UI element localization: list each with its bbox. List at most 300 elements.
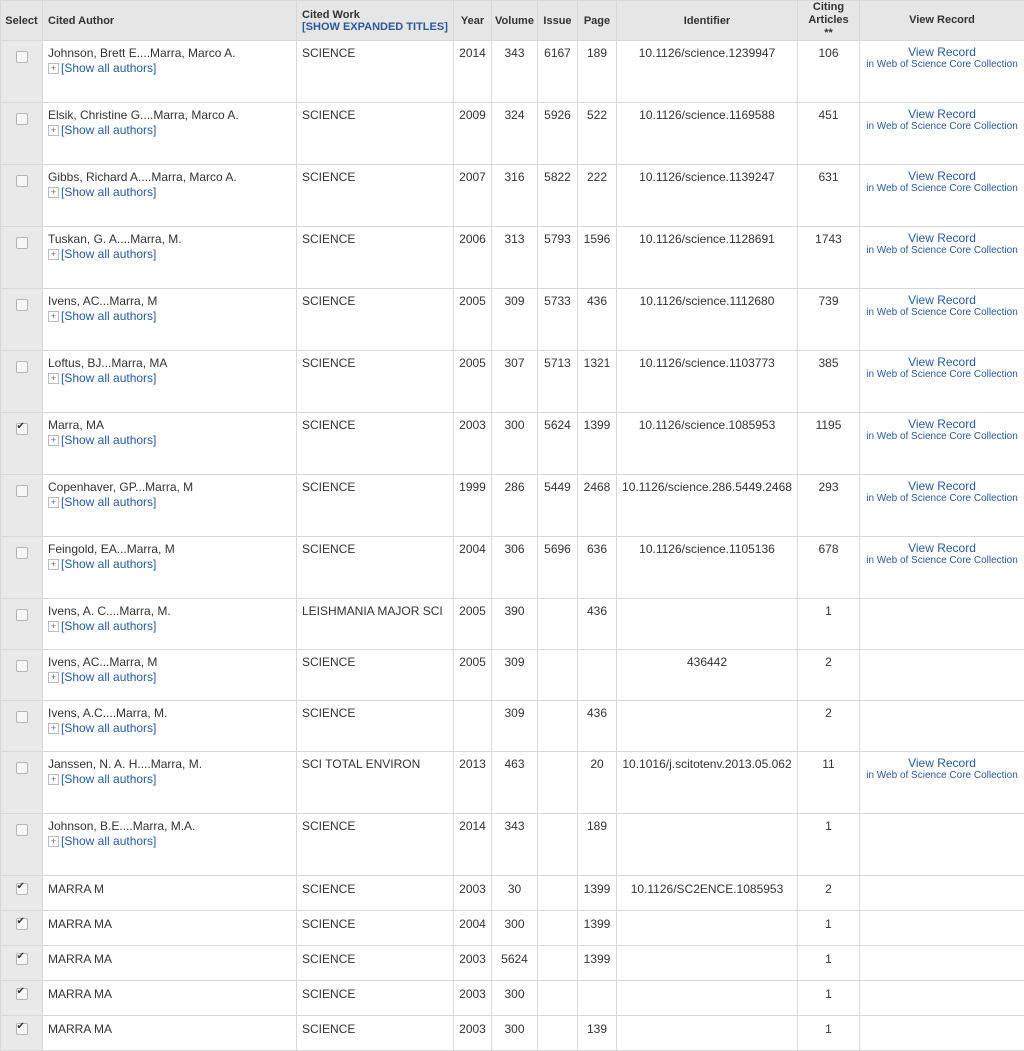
- cited-author-cell: [43, 227, 297, 289]
- show-all-authors-link[interactable]: [48, 185, 292, 199]
- table-row: [1, 475, 1024, 537]
- select-cell: [1, 103, 43, 165]
- page: 436: [578, 701, 617, 752]
- page: [578, 981, 617, 1016]
- expand-plus-icon[interactable]: +: [48, 125, 59, 136]
- show-all-authors-label[interactable]: [Show all authors]: [61, 772, 156, 786]
- page: [578, 650, 617, 701]
- select-cell: [1, 227, 43, 289]
- view-record-link[interactable]: View Record: [860, 46, 1024, 58]
- citing-articles-count[interactable]: 2: [798, 876, 860, 911]
- select-checkbox[interactable]: [16, 883, 28, 895]
- select-checkbox[interactable]: [16, 762, 28, 774]
- select-cell: [1, 814, 43, 876]
- show-all-authors-label[interactable]: [Show all authors]: [61, 834, 156, 848]
- identifier: 436442: [617, 650, 798, 701]
- year: 2004: [454, 537, 492, 599]
- header-view-record: View Record: [860, 1, 1024, 41]
- identifier: [617, 946, 798, 981]
- citing-articles-count[interactable]: 451: [798, 103, 860, 165]
- volume: 324: [492, 103, 538, 165]
- year: 2007: [454, 165, 492, 227]
- year: [454, 701, 492, 752]
- cited-author: Ivens, AC...Marra, M: [48, 655, 292, 669]
- cited-author-cell: [43, 752, 297, 814]
- select-checkbox[interactable]: [16, 1023, 28, 1035]
- show-all-authors-link[interactable]: [48, 670, 292, 684]
- issue: [538, 1016, 578, 1051]
- view-record-cell: [860, 814, 1024, 876]
- expand-plus-icon[interactable]: +: [48, 311, 59, 322]
- citing-articles-count[interactable]: 1: [798, 946, 860, 981]
- select-checkbox[interactable]: [16, 51, 28, 63]
- identifier: 10.1126/SC2ENCE.1085953: [617, 876, 798, 911]
- view-record-cell: [860, 650, 1024, 701]
- year: 2005: [454, 599, 492, 650]
- citing-articles-count[interactable]: 678: [798, 537, 860, 599]
- header-identifier[interactable]: Identifier: [617, 1, 798, 41]
- view-record-collection-link[interactable]: in Web of Science Core Collection: [860, 306, 1024, 319]
- identifier: 10.1126/science.1128691: [617, 227, 798, 289]
- view-record-link[interactable]: View Record: [860, 294, 1024, 306]
- expand-plus-icon[interactable]: +: [48, 621, 59, 632]
- expand-plus-icon[interactable]: +: [48, 249, 59, 260]
- table-row: [1, 413, 1024, 475]
- volume: 286: [492, 475, 538, 537]
- year: 2003: [454, 981, 492, 1016]
- cited-work: SCIENCE: [297, 814, 454, 876]
- cited-author: MARRA MA: [48, 952, 292, 966]
- page: 20: [578, 752, 617, 814]
- show-all-authors-label[interactable]: [Show all authors]: [61, 670, 156, 684]
- identifier: 10.1126/science.1085953: [617, 413, 798, 475]
- page: 636: [578, 537, 617, 599]
- page: 1399: [578, 413, 617, 475]
- view-record-collection-link[interactable]: in Web of Science Core Collection: [860, 182, 1024, 195]
- volume: 307: [492, 351, 538, 413]
- view-record-cell: [860, 946, 1024, 981]
- cited-work: SCIENCE: [297, 413, 454, 475]
- view-record-cell: [860, 289, 1024, 351]
- select-checkbox[interactable]: [16, 711, 28, 723]
- header-citing-articles[interactable]: Citing Articles **: [798, 1, 860, 41]
- table-row: [1, 876, 1024, 911]
- select-cell: [1, 165, 43, 227]
- select-checkbox[interactable]: [16, 609, 28, 621]
- volume: 30: [492, 876, 538, 911]
- select-cell: [1, 537, 43, 599]
- cited-author-cell: [43, 876, 297, 911]
- identifier: 10.1126/science.1239947: [617, 41, 798, 103]
- show-all-authors-link[interactable]: [48, 557, 292, 571]
- show-all-authors-link[interactable]: [48, 309, 292, 323]
- expand-plus-icon[interactable]: +: [48, 435, 59, 446]
- expand-plus-icon[interactable]: +: [48, 497, 59, 508]
- show-all-authors-link[interactable]: [48, 772, 292, 786]
- table-row: [1, 946, 1024, 981]
- select-cell: [1, 876, 43, 911]
- citing-articles-count[interactable]: 1195: [798, 413, 860, 475]
- cited-author: Ivens, A. C....Marra, M.: [48, 604, 292, 618]
- expand-plus-icon[interactable]: +: [48, 187, 59, 198]
- cited-author-cell: [43, 475, 297, 537]
- issue: [538, 876, 578, 911]
- view-record-collection-link[interactable]: in Web of Science Core Collection: [860, 554, 1024, 567]
- cited-work: SCIENCE: [297, 650, 454, 701]
- issue: 5713: [538, 351, 578, 413]
- year: 1999: [454, 475, 492, 537]
- identifier: 10.1016/j.scitotenv.2013.05.062: [617, 752, 798, 814]
- cited-author: Elsik, Christine G....Marra, Marco A.: [48, 108, 292, 122]
- table-row: [1, 814, 1024, 876]
- table-row: [1, 103, 1024, 165]
- show-expanded-titles-link[interactable]: [SHOW EXPANDED TITLES]: [302, 21, 448, 33]
- show-all-authors-link[interactable]: [48, 247, 292, 261]
- show-all-authors-link[interactable]: [48, 123, 292, 137]
- select-cell: [1, 911, 43, 946]
- citing-articles-count[interactable]: 293: [798, 475, 860, 537]
- cited-work: SCIENCE: [297, 289, 454, 351]
- select-cell: [1, 701, 43, 752]
- page: 1399: [578, 876, 617, 911]
- table-row: [1, 981, 1024, 1016]
- volume: 316: [492, 165, 538, 227]
- identifier: [617, 981, 798, 1016]
- header-select: Select: [1, 1, 43, 41]
- issue: 5449: [538, 475, 578, 537]
- table-header: [1, 1, 1024, 41]
- issue: 5696: [538, 537, 578, 599]
- cited-author: Ivens, A.C....Marra, M.: [48, 706, 292, 720]
- cited-work: SCIENCE: [297, 1016, 454, 1051]
- cited-work: SCIENCE: [297, 103, 454, 165]
- view-record-collection-link[interactable]: in Web of Science Core Collection: [860, 244, 1024, 257]
- show-all-authors-label[interactable]: [Show all authors]: [61, 371, 156, 385]
- year: 2014: [454, 41, 492, 103]
- view-record-cell: [860, 599, 1024, 650]
- select-cell: [1, 475, 43, 537]
- select-checkbox[interactable]: [16, 299, 28, 311]
- volume: 309: [492, 650, 538, 701]
- header-issue[interactable]: Issue: [538, 1, 578, 41]
- show-all-authors-link[interactable]: [48, 433, 292, 447]
- view-record-cell: [860, 41, 1024, 103]
- year: 2003: [454, 1016, 492, 1051]
- select-checkbox[interactable]: [16, 918, 28, 930]
- table-row: [1, 911, 1024, 946]
- cited-author-cell: [43, 413, 297, 475]
- volume: 463: [492, 752, 538, 814]
- cited-author: Copenhaver, GP...Marra, M: [48, 480, 292, 494]
- view-record-cell: [860, 537, 1024, 599]
- volume: 390: [492, 599, 538, 650]
- issue: [538, 814, 578, 876]
- select-cell: [1, 351, 43, 413]
- expand-plus-icon[interactable]: +: [48, 373, 59, 384]
- select-cell: [1, 599, 43, 650]
- cited-author: Ivens, AC...Marra, M: [48, 294, 292, 308]
- volume: 5624: [492, 946, 538, 981]
- cited-author: Janssen, N. A. H....Marra, M.: [48, 757, 292, 771]
- year: 2003: [454, 413, 492, 475]
- select-cell: [1, 752, 43, 814]
- identifier: 10.1126/science.1169588: [617, 103, 798, 165]
- table-row: [1, 165, 1024, 227]
- page: 1596: [578, 227, 617, 289]
- table-row: [1, 227, 1024, 289]
- year: 2014: [454, 814, 492, 876]
- issue: [538, 752, 578, 814]
- view-record-cell: [860, 876, 1024, 911]
- view-record-cell: [860, 413, 1024, 475]
- volume: 300: [492, 413, 538, 475]
- issue: 5926: [538, 103, 578, 165]
- volume: 300: [492, 911, 538, 946]
- volume: 309: [492, 701, 538, 752]
- expand-plus-icon[interactable]: +: [48, 672, 59, 683]
- show-all-authors-label[interactable]: [Show all authors]: [61, 123, 156, 137]
- cited-work: LEISHMANIA MAJOR SCI: [297, 599, 454, 650]
- view-record-link[interactable]: View Record: [860, 108, 1024, 120]
- identifier: [617, 814, 798, 876]
- citing-articles-count[interactable]: 1743: [798, 227, 860, 289]
- identifier: [617, 599, 798, 650]
- show-all-authors-label[interactable]: [Show all authors]: [61, 185, 156, 199]
- cited-author: Gibbs, Richard A....Marra, Marco A.: [48, 170, 292, 184]
- citing-articles-count[interactable]: 1: [798, 981, 860, 1016]
- year: 2013: [454, 752, 492, 814]
- expand-plus-icon[interactable]: +: [48, 63, 59, 74]
- issue: [538, 946, 578, 981]
- view-record-link[interactable]: View Record: [860, 232, 1024, 244]
- citing-articles-count[interactable]: 1: [798, 911, 860, 946]
- page: 436: [578, 599, 617, 650]
- header-cited-work-label[interactable]: Cited Work: [302, 9, 360, 21]
- cited-author-cell: [43, 599, 297, 650]
- show-all-authors-label[interactable]: [Show all authors]: [61, 495, 156, 509]
- view-record-link[interactable]: View Record: [860, 418, 1024, 430]
- cited-work: SCI TOTAL ENVIRON: [297, 752, 454, 814]
- header-cited-author[interactable]: Cited Author: [43, 1, 297, 41]
- view-record-collection-link[interactable]: in Web of Science Core Collection: [860, 430, 1024, 443]
- view-record-cell: [860, 1016, 1024, 1051]
- show-all-authors-label[interactable]: [Show all authors]: [61, 61, 156, 75]
- view-record-link[interactable]: View Record: [860, 356, 1024, 368]
- page: 436: [578, 289, 617, 351]
- cited-author-cell: [43, 701, 297, 752]
- issue: 5624: [538, 413, 578, 475]
- year: 2005: [454, 351, 492, 413]
- cited-author: MARRA MA: [48, 1022, 292, 1036]
- cited-author: MARRA MA: [48, 917, 292, 931]
- cited-work: SCIENCE: [297, 475, 454, 537]
- year: 2005: [454, 650, 492, 701]
- view-record-link[interactable]: View Record: [860, 170, 1024, 182]
- table-row: [1, 537, 1024, 599]
- show-all-authors-label[interactable]: [Show all authors]: [61, 557, 156, 571]
- view-record-cell: [860, 165, 1024, 227]
- page: 222: [578, 165, 617, 227]
- page: 1321: [578, 351, 617, 413]
- cited-author-cell: [43, 103, 297, 165]
- select-checkbox[interactable]: [16, 988, 28, 1000]
- table-row: [1, 289, 1024, 351]
- view-record-collection-link[interactable]: in Web of Science Core Collection: [860, 58, 1024, 71]
- view-record-link[interactable]: View Record: [860, 480, 1024, 492]
- citing-articles-count[interactable]: 1: [798, 814, 860, 876]
- citing-articles-count[interactable]: 11: [798, 752, 860, 814]
- view-record-collection-link[interactable]: in Web of Science Core Collection: [860, 492, 1024, 505]
- table-row: [1, 351, 1024, 413]
- view-record-collection-link[interactable]: in Web of Science Core Collection: [860, 769, 1024, 782]
- view-record-cell: [860, 911, 1024, 946]
- cited-work: SCIENCE: [297, 911, 454, 946]
- year: 2004: [454, 911, 492, 946]
- volume: 313: [492, 227, 538, 289]
- select-checkbox[interactable]: [16, 485, 28, 497]
- show-all-authors-link[interactable]: [48, 61, 292, 75]
- citing-articles-count[interactable]: 1: [798, 1016, 860, 1051]
- cited-author: MARRA M: [48, 882, 292, 896]
- cited-author-cell: [43, 289, 297, 351]
- cited-work: SCIENCE: [297, 41, 454, 103]
- select-cell: [1, 1016, 43, 1051]
- citing-articles-count[interactable]: 2: [798, 701, 860, 752]
- cited-author-cell: [43, 650, 297, 701]
- cited-author-cell: [43, 41, 297, 103]
- cited-work: SCIENCE: [297, 227, 454, 289]
- volume: 343: [492, 41, 538, 103]
- page: 1399: [578, 946, 617, 981]
- identifier: 10.1126/science.286.5449.2468: [617, 475, 798, 537]
- view-record-link[interactable]: View Record: [860, 757, 1024, 769]
- select-checkbox[interactable]: [16, 423, 28, 435]
- table-row: [1, 1016, 1024, 1051]
- cited-author-cell: [43, 1016, 297, 1051]
- cited-author: Johnson, B.E....Marra, M.A.: [48, 819, 292, 833]
- cited-author-cell: [43, 814, 297, 876]
- issue: 6167: [538, 41, 578, 103]
- expand-plus-icon[interactable]: +: [48, 559, 59, 570]
- cited-work: SCIENCE: [297, 165, 454, 227]
- show-all-authors-label[interactable]: [Show all authors]: [61, 619, 156, 633]
- identifier: 10.1126/science.1112680: [617, 289, 798, 351]
- citing-articles-count[interactable]: 385: [798, 351, 860, 413]
- show-all-authors-link[interactable]: [48, 619, 292, 633]
- table-row: [1, 599, 1024, 650]
- select-checkbox[interactable]: [16, 113, 28, 125]
- show-all-authors-label[interactable]: [Show all authors]: [61, 721, 156, 735]
- citing-articles-count[interactable]: 631: [798, 165, 860, 227]
- identifier: 10.1126/science.1105136: [617, 537, 798, 599]
- header-page[interactable]: Page: [578, 1, 617, 41]
- select-checkbox[interactable]: [16, 660, 28, 672]
- citing-articles-count[interactable]: 106: [798, 41, 860, 103]
- view-record-cell: [860, 103, 1024, 165]
- select-checkbox[interactable]: [16, 953, 28, 965]
- issue: [538, 701, 578, 752]
- select-checkbox[interactable]: [16, 361, 28, 373]
- table-row: [1, 41, 1024, 103]
- view-record-cell: [860, 351, 1024, 413]
- cited-author: Loftus, BJ...Marra, MA: [48, 356, 292, 370]
- select-checkbox[interactable]: [16, 237, 28, 249]
- select-checkbox[interactable]: [16, 547, 28, 559]
- identifier: 10.1126/science.1139247: [617, 165, 798, 227]
- show-all-authors-label[interactable]: [Show all authors]: [61, 309, 156, 323]
- select-checkbox[interactable]: [16, 824, 28, 836]
- expand-plus-icon[interactable]: +: [48, 723, 59, 734]
- page: 189: [578, 814, 617, 876]
- select-checkbox[interactable]: [16, 175, 28, 187]
- cited-author-cell: [43, 165, 297, 227]
- page: 1399: [578, 911, 617, 946]
- select-cell: [1, 650, 43, 701]
- view-record-collection-link[interactable]: in Web of Science Core Collection: [860, 368, 1024, 381]
- cited-author-cell: [43, 981, 297, 1016]
- header-year[interactable]: Year: [454, 1, 492, 41]
- issue: [538, 650, 578, 701]
- show-all-authors-link[interactable]: [48, 834, 292, 848]
- page: 2468: [578, 475, 617, 537]
- identifier: [617, 911, 798, 946]
- table-row: [1, 650, 1024, 701]
- show-all-authors-label[interactable]: [Show all authors]: [61, 247, 156, 261]
- year: 2009: [454, 103, 492, 165]
- show-all-authors-link[interactable]: [48, 371, 292, 385]
- expand-plus-icon[interactable]: +: [48, 836, 59, 847]
- citing-articles-count[interactable]: 739: [798, 289, 860, 351]
- table-row: [1, 701, 1024, 752]
- year: 2003: [454, 946, 492, 981]
- issue: [538, 981, 578, 1016]
- issue: [538, 599, 578, 650]
- select-cell: [1, 981, 43, 1016]
- select-cell: [1, 413, 43, 475]
- cited-author: Feingold, EA...Marra, M: [48, 542, 292, 556]
- volume: 309: [492, 289, 538, 351]
- cited-author: Johnson, Brett E....Marra, Marco A.: [48, 46, 292, 60]
- view-record-link[interactable]: View Record: [860, 542, 1024, 554]
- issue: 5733: [538, 289, 578, 351]
- show-all-authors-label[interactable]: [Show all authors]: [61, 433, 156, 447]
- page: 522: [578, 103, 617, 165]
- view-record-cell: [860, 701, 1024, 752]
- volume: 300: [492, 1016, 538, 1051]
- cited-work: SCIENCE: [297, 981, 454, 1016]
- citing-articles-count[interactable]: 2: [798, 650, 860, 701]
- cited-work: SCIENCE: [297, 946, 454, 981]
- view-record-collection-link[interactable]: in Web of Science Core Collection: [860, 120, 1024, 133]
- header-volume[interactable]: Volume: [492, 1, 538, 41]
- view-record-cell: [860, 981, 1024, 1016]
- select-cell: [1, 41, 43, 103]
- show-all-authors-link[interactable]: [48, 721, 292, 735]
- identifier: [617, 701, 798, 752]
- view-record-cell: [860, 227, 1024, 289]
- volume: 343: [492, 814, 538, 876]
- cited-author-cell: [43, 911, 297, 946]
- cited-work: SCIENCE: [297, 701, 454, 752]
- expand-plus-icon[interactable]: +: [48, 774, 59, 785]
- issue: 5793: [538, 227, 578, 289]
- show-all-authors-link[interactable]: [48, 495, 292, 509]
- table-row: [1, 752, 1024, 814]
- identifier: 10.1126/science.1103773: [617, 351, 798, 413]
- identifier: [617, 1016, 798, 1051]
- citing-articles-count[interactable]: 1: [798, 599, 860, 650]
- view-record-cell: [860, 752, 1024, 814]
